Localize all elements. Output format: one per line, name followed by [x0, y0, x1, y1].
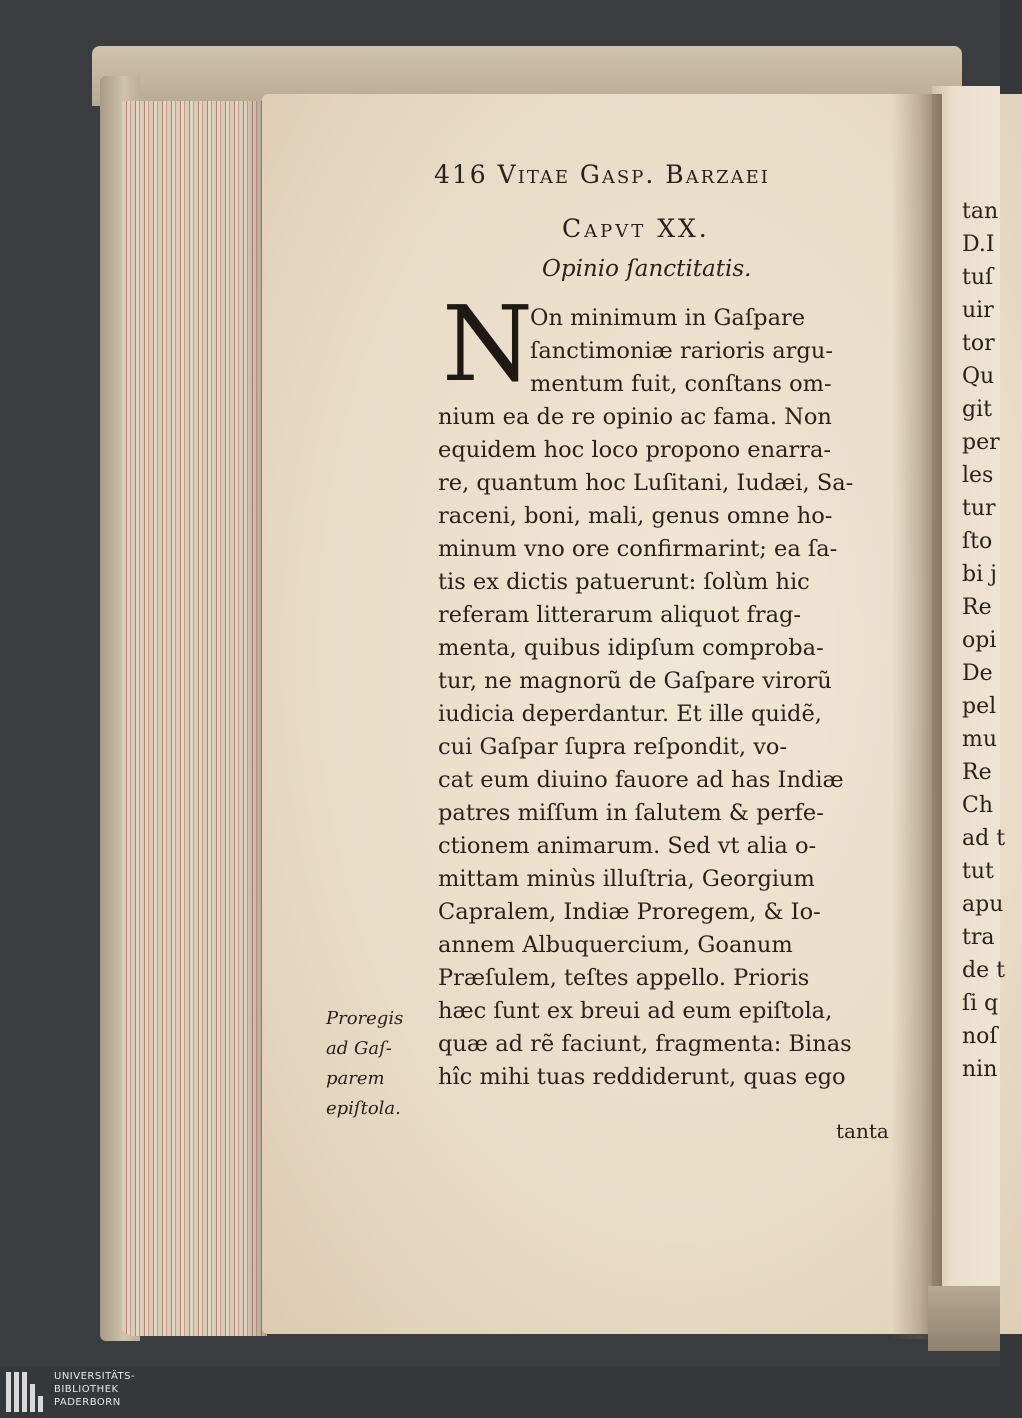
facing-line: git [962, 397, 992, 422]
text-line: mentum fuit, conſtans om- [530, 371, 832, 397]
facing-line: apu [962, 892, 1004, 917]
book-spine-bottom [928, 1286, 1000, 1351]
text-line: tis ex dictis patuerunt: ſolùm hic [438, 569, 810, 595]
marginal-note-line: epiſtola. [326, 1098, 401, 1119]
text-line: iudicia deperdantur. Et ille quidẽ, [438, 701, 822, 727]
facing-page-text [962, 195, 1005, 1086]
library-name-line: PADERBORN [54, 1397, 121, 1408]
marginal-note [326, 1004, 403, 1124]
text-line: hæc ſunt ex breui ad eum epiſtola, [438, 998, 833, 1024]
text-line: nium ea de re opinio ac fama. Non [438, 404, 832, 430]
facing-line: Re [962, 595, 992, 620]
text-line: Capralem, Indiæ Proregem, & Io- [438, 899, 821, 925]
library-name [54, 1370, 135, 1409]
text-line: referam litterarum aliquot frag- [438, 602, 802, 628]
facing-line: de t [962, 958, 1005, 983]
facing-line: nin [962, 1057, 998, 1082]
facing-line: tra [962, 925, 995, 950]
text-line: annem Albuquercium, Goanum [438, 932, 793, 958]
marginal-note-line: Proregis [326, 1008, 404, 1029]
facing-line: opi [962, 628, 997, 653]
facing-line: per [962, 430, 1000, 455]
text-line: On minimum in Gaſpare [530, 305, 806, 331]
text-line: patres miſſum in ſalutem & perfe- [438, 800, 824, 826]
facing-line: tuſ [962, 265, 994, 290]
text-line: tur, ne magnorũ de Gaſpare virorũ [438, 668, 832, 694]
facing-line: ad t [962, 826, 1006, 851]
facing-line: ſto [962, 529, 993, 554]
catchword: tanta [836, 1119, 889, 1143]
text-line: ſanctimoniæ rarioris argu- [530, 338, 833, 364]
facing-line: pel [962, 694, 997, 719]
facing-line: tur [962, 496, 996, 521]
library-name-line: UNIVERSITÄTS- [54, 1371, 136, 1382]
text-line: equidem hoc loco propono enarra- [438, 437, 832, 463]
library-logo-icon [6, 1372, 48, 1412]
facing-line: D.I [962, 232, 995, 257]
facing-line: tor [962, 331, 995, 356]
chapter-subtitle: Opinio ſanctitatis. [542, 256, 752, 282]
text-line: raceni, boni, mali, genus omne ho- [438, 503, 833, 529]
text-line: cui Gaſpar ſupra reſpondit, vo- [438, 734, 788, 760]
facing-line: uir [962, 298, 994, 323]
text-line: mittam minùs illuſtria, Georgium [438, 866, 815, 892]
page-gutter [892, 94, 942, 1339]
marginal-note-line: ad Gaſ- [326, 1038, 392, 1059]
marginal-note-line: parem [326, 1068, 385, 1089]
facing-line: Qu [962, 364, 995, 389]
facing-line: mu [962, 727, 998, 752]
text-line: minum vno ore confirmarint; ea ſa- [438, 536, 838, 562]
running-header: 416 Vitae Gasp. Barzaei [434, 160, 770, 189]
facing-line: les [962, 463, 994, 488]
facing-line: tan [962, 199, 999, 224]
text-line: Præſulem, teſtes appello. Prioris [438, 965, 810, 991]
library-name-line: BIBLIOTHEK [54, 1384, 119, 1395]
chapter-heading: Capvt XX. [562, 214, 710, 243]
facing-line: bi j [962, 562, 997, 587]
facing-line: noſ [962, 1024, 998, 1049]
text-line: hîc mihi tuas reddiderunt, quas ego [438, 1064, 846, 1090]
library-footer-bar [0, 1366, 1000, 1418]
text-line: ctionem animarum. Sed vt alia o- [438, 833, 817, 859]
facing-line: Ch [962, 793, 994, 818]
text-line: cat eum diuino fauore ad has Indiæ [438, 767, 844, 793]
text-line: quæ ad rẽ faciunt, fragmenta: Binas [438, 1031, 852, 1057]
text-line: menta, quibus idipſum comproba- [438, 635, 824, 661]
facing-line: tut [962, 859, 994, 884]
facing-line: Re [962, 760, 992, 785]
text-line: re, quantum hoc Luſitani, Iudæi, Sa- [438, 470, 854, 496]
facing-line: ſi q [962, 991, 999, 1016]
drop-cap: N [442, 283, 533, 405]
facing-line: De [962, 661, 993, 686]
